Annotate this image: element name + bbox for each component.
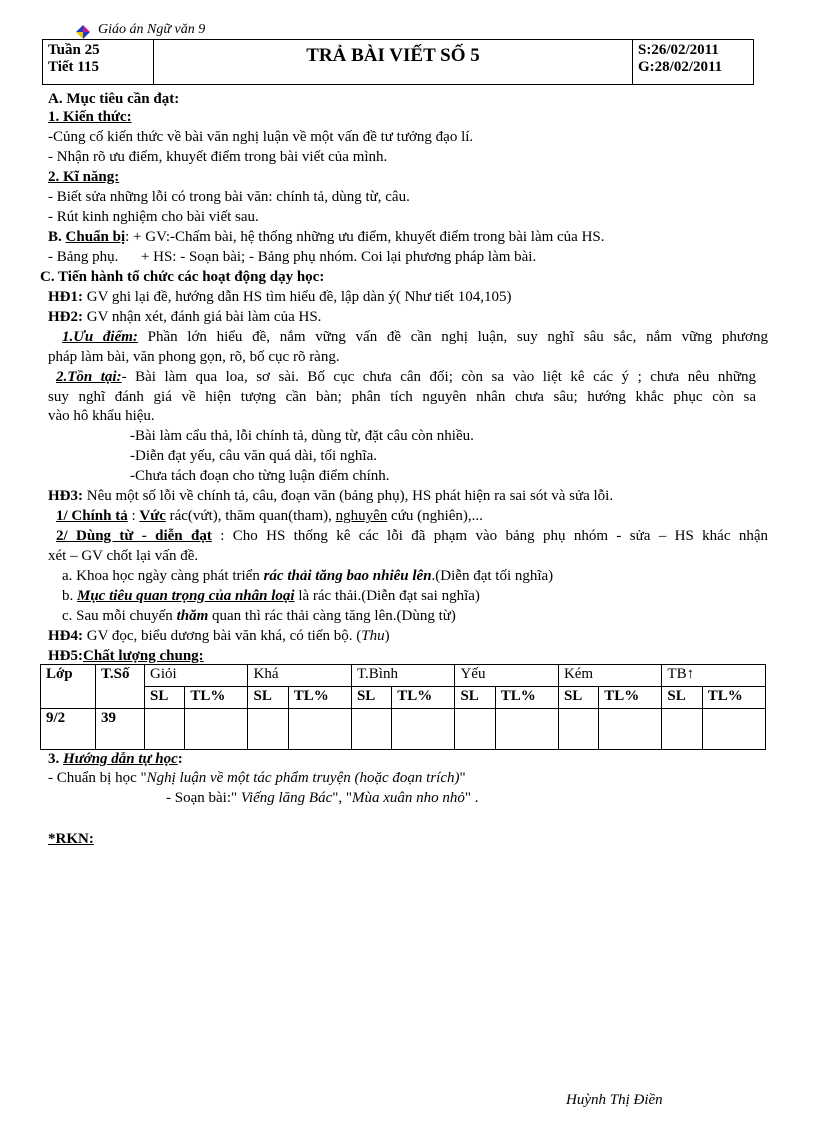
strengths-label: 1.Ưu điểm: bbox=[62, 329, 138, 345]
rkn-label: *RKN: bbox=[48, 831, 94, 847]
quality-table bbox=[40, 664, 766, 750]
sub-tl: TL% bbox=[702, 687, 765, 709]
hd3-line bbox=[48, 486, 613, 506]
hd3-label: HĐ3: bbox=[48, 488, 83, 504]
strengths-text-1: Phần lớn hiểu đề, nắm vững vấn đề cần nghị luận, suy nghĩ sâu sắc, nắm vững phương bbox=[137, 329, 768, 345]
group-tbinh-header: T.Bình bbox=[351, 665, 454, 687]
section-a-heading bbox=[48, 89, 179, 109]
week-label: Tuần 25 bbox=[48, 42, 100, 58]
spelling-label: 1/ Chính tả bbox=[56, 508, 128, 524]
sub-tl: TL% bbox=[288, 687, 351, 709]
self-study-l1-pre: - Chuẩn bị học " bbox=[48, 770, 147, 786]
empty-cell bbox=[351, 709, 391, 750]
strengths-line-1 bbox=[62, 327, 768, 347]
example-a bbox=[62, 566, 553, 586]
example-c-pre: c. Sau mỗi chuyến bbox=[62, 608, 177, 624]
strengths-line-2: pháp làm bài, văn phong gọn, rõ, bố cục rõ ràng. bbox=[48, 349, 340, 365]
hd1-label: HĐ1: bbox=[48, 289, 83, 305]
self-study-line-2 bbox=[166, 788, 479, 808]
self-study-line-1 bbox=[48, 768, 466, 788]
period-label: Tiết 115 bbox=[48, 59, 99, 75]
section-b-line-2: - Bảng phụ. + HS: - Soạn bài; - Bảng phụ nhóm. Coi lại phương pháp làm bài. bbox=[48, 249, 537, 265]
author-name: Huỳnh Thị Điền bbox=[566, 1092, 663, 1108]
empty-cell bbox=[662, 709, 702, 750]
weaknesses-line-3: vào hô khẩu hiệu. bbox=[48, 408, 155, 424]
self-study-num: 3. bbox=[48, 751, 60, 767]
empty-cell bbox=[702, 709, 765, 750]
knowledge-line-2: - Nhận rõ ưu điểm, khuyết điểm trong bài viết của mình. bbox=[48, 149, 388, 165]
weaknesses-label: 2.Tồn tại: bbox=[56, 369, 122, 385]
spelling-word-1: Vức bbox=[139, 508, 166, 524]
knowledge-heading: 1. Kiến thức: bbox=[48, 109, 132, 125]
self-study-colon: : bbox=[177, 751, 183, 767]
spelling-line bbox=[56, 506, 483, 526]
cell-ts: 39 bbox=[96, 709, 145, 750]
weaknesses-line-1 bbox=[56, 367, 756, 387]
self-study-l2-italic-1: Viếng lăng Bác bbox=[240, 790, 333, 806]
group-tb-header: TB↑ bbox=[662, 665, 766, 687]
sub-sl: SL bbox=[145, 687, 185, 709]
hd4-thu: Thu bbox=[361, 628, 385, 644]
self-study-l1-post: " bbox=[459, 770, 466, 786]
week-cell bbox=[43, 40, 154, 85]
table-row bbox=[41, 709, 766, 750]
lesson-title: TRẢ BÀI VIẾT SỐ 5 bbox=[306, 45, 480, 66]
weakness-bullet-2: -Diễn đạt yếu, câu văn quá dài, tối nghĩa. bbox=[130, 448, 378, 464]
diamond-logo-icon bbox=[76, 25, 90, 39]
example-c-post: quan thì rác thải càng tăng lên.(Dùng từ) bbox=[208, 608, 456, 624]
section-b-heading: Chuẩn bị bbox=[65, 229, 126, 245]
example-b-pre: b. bbox=[62, 588, 77, 604]
example-c bbox=[62, 606, 456, 626]
self-study-l2-italic-2: Mùa xuân nho nhỏ bbox=[352, 790, 465, 806]
wording-label: 2/ Dùng từ - diễn đạt bbox=[56, 528, 212, 544]
section-a-heading-text: A. Mục tiêu cần đạt: bbox=[48, 91, 180, 107]
title-cell bbox=[154, 40, 633, 85]
empty-cell bbox=[599, 709, 662, 750]
hd4-label: HĐ4: bbox=[48, 628, 83, 644]
group-yeu-header: Yếu bbox=[455, 665, 558, 687]
example-b bbox=[62, 586, 480, 606]
hd5-label: HĐ5: bbox=[48, 648, 83, 664]
wording-text-1: : Cho HS thống kê các lỗi đã phạm vào bảng phụ nhóm - sửa – HS khác nhận bbox=[211, 528, 769, 544]
self-study-l2-post: " . bbox=[464, 790, 479, 806]
self-study-title: Hướng dẫn tự học bbox=[63, 751, 178, 767]
group-gioi-header: Giỏi bbox=[145, 665, 248, 687]
hd2-label: HĐ2: bbox=[48, 309, 83, 325]
sub-sl: SL bbox=[351, 687, 391, 709]
skills-heading: 2. Kĩ năng: bbox=[48, 169, 120, 185]
section-b-line-1 bbox=[48, 227, 605, 247]
col-lop-header: Lớp bbox=[41, 665, 96, 709]
hd4-line bbox=[48, 626, 390, 646]
empty-cell bbox=[288, 709, 351, 750]
spelling-text-b: rác(vứt), thăm quan(tham), bbox=[165, 508, 336, 524]
example-a-post: .(Diễn đạt tối nghĩa) bbox=[431, 568, 554, 584]
section-b-prefix: B. bbox=[48, 229, 62, 245]
sub-tl: TL% bbox=[495, 687, 558, 709]
hd2-text: GV nhận xét, đánh giá bài làm của HS. bbox=[83, 309, 322, 325]
hd4-close: ) bbox=[384, 628, 390, 644]
sub-tl: TL% bbox=[392, 687, 455, 709]
doc-subject: Giáo án Ngữ văn 9 bbox=[98, 22, 206, 37]
hd1-text: GV ghi lại đề, hướng dẫn HS tìm hiểu đề, lập dàn ý( Như tiết 104,105) bbox=[83, 289, 512, 305]
weaknesses-text-1: - Bài làm qua loa, sơ sài. Bố cục chưa cân đối; còn sa vào liệt kê các ý ; chưa nêu những bbox=[121, 369, 756, 385]
sub-sl: SL bbox=[558, 687, 598, 709]
sub-tl: TL% bbox=[599, 687, 662, 709]
group-kha-header: Khá bbox=[248, 665, 351, 687]
empty-cell bbox=[185, 709, 248, 750]
sub-sl: SL bbox=[248, 687, 288, 709]
self-study-l2-mid: ", " bbox=[332, 790, 352, 806]
date-s: S:26/02/2011 bbox=[638, 42, 719, 58]
section-c-heading: C. Tiến hành tổ chức các hoạt động dạy học: bbox=[40, 269, 325, 285]
weakness-bullet-1: -Bài làm cẩu thả, lỗi chính tả, dùng từ, đặt câu còn nhiều. bbox=[130, 428, 474, 444]
weaknesses-line-2: suy nghĩ đánh giá về hiện tượng cần bàn; phân tích nguyên nhân chưa sâu; hướng khắc phục còn sa bbox=[48, 389, 756, 405]
example-c-bold: thăm bbox=[176, 608, 209, 624]
dates-cell bbox=[633, 40, 754, 85]
self-study-heading bbox=[48, 749, 183, 769]
empty-cell bbox=[392, 709, 455, 750]
hd3-text: Nêu một số lỗi về chính tả, câu, đoạn văn (bảng phụ), HS phát hiện ra sai sót và sửa lỗi. bbox=[83, 488, 614, 504]
empty-cell bbox=[558, 709, 598, 750]
spelling-text-a: : bbox=[127, 508, 140, 524]
date-g: G:28/02/2011 bbox=[638, 59, 723, 75]
group-kem-header: Kém bbox=[558, 665, 661, 687]
sub-tl: TL% bbox=[185, 687, 248, 709]
example-b-bold: Mục tiêu quan trọng của nhân loại bbox=[77, 588, 295, 604]
hd2-line bbox=[48, 307, 321, 327]
lesson-header-table bbox=[42, 39, 754, 85]
col-ts-header: T.Số bbox=[96, 665, 145, 709]
hd5-line bbox=[48, 646, 204, 666]
cell-lop: 9/2 bbox=[41, 709, 96, 750]
weakness-bullet-3: -Chưa tách đoạn cho từng luận điểm chính. bbox=[130, 468, 390, 484]
empty-cell bbox=[248, 709, 288, 750]
hd1-line bbox=[48, 287, 511, 307]
knowledge-line-1: -Củng cố kiến thức về bài văn nghị luận về một vấn đề tư tưởng đạo lí. bbox=[48, 129, 474, 145]
hd4-text: GV đọc, biểu dương bài văn khá, có tiến bộ. ( bbox=[83, 628, 362, 644]
wording-line-1 bbox=[56, 526, 768, 546]
spelling-word-2: nghuyên bbox=[335, 508, 388, 524]
example-a-bold: rác thải tăng bao nhiêu lên bbox=[263, 568, 432, 584]
self-study-l1-italic: Nghị luận về một tác phẩm truyện (hoặc đoạn trích) bbox=[146, 770, 460, 786]
sub-sl: SL bbox=[455, 687, 495, 709]
skills-line-1: - Biết sửa những lỗi có trong bài văn: chính tả, dùng từ, câu. bbox=[48, 189, 410, 205]
hd5-heading: Chất lượng chung: bbox=[83, 648, 204, 664]
table-subheader-row bbox=[41, 687, 766, 709]
example-b-post: là rác thải.(Diễn đạt sai nghĩa) bbox=[294, 588, 480, 604]
example-a-pre: a. Khoa học ngày càng phát triển bbox=[62, 568, 264, 584]
skills-line-2: - Rút kinh nghiệm cho bài viết sau. bbox=[48, 209, 259, 225]
table-header-row bbox=[41, 665, 766, 687]
empty-cell bbox=[145, 709, 185, 750]
empty-cell bbox=[495, 709, 558, 750]
spelling-text-c: cứu (nghiên),... bbox=[387, 508, 483, 524]
sub-sl: SL bbox=[662, 687, 702, 709]
section-b-line-1-text: : + GV:-Chấm bài, hệ thống những ưu điểm, khuyết điểm trong bài làm của HS. bbox=[125, 229, 605, 245]
empty-cell bbox=[455, 709, 495, 750]
self-study-l2-pre: - Soạn bài:" bbox=[166, 790, 241, 806]
wording-line-2: xét – GV chốt lại vấn đề. bbox=[48, 548, 199, 564]
